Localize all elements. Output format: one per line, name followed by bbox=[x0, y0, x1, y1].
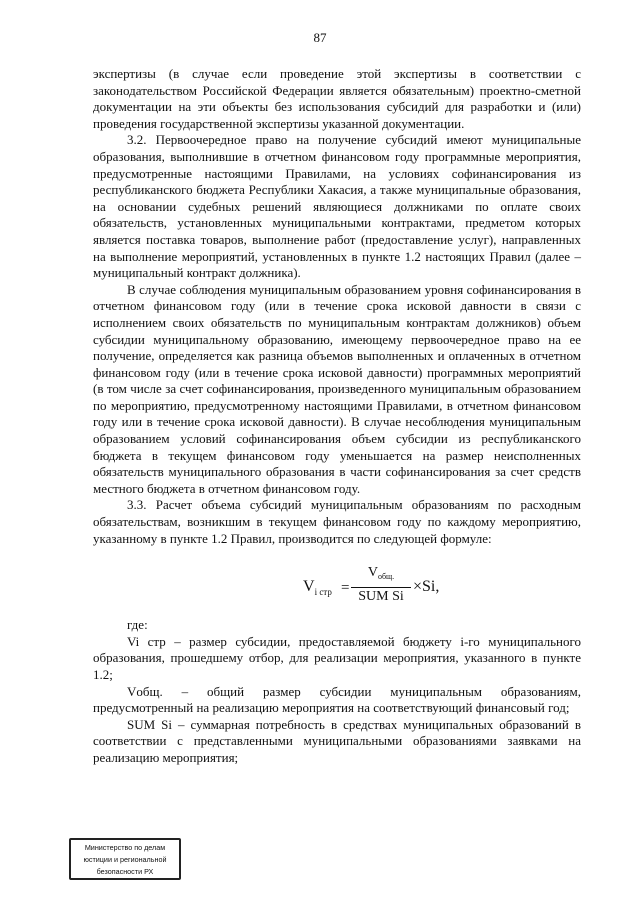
paragraph-3-3: 3.3. Расчет объема субсидий муниципальным образованиям по расходным обязательствам, возникшим в текущем финансовом году по каждому мероприятию, указанному в пункте 1.2 Правил, производится по следующей формуле: bbox=[93, 497, 581, 546]
paragraph-cofinancing: В случае соблюдения муниципальным образованием уровня софинансирования в отчетном финансовом году (или в течение срока исковой давности в связи с исполнением своих обязательств по муниципальным контрактам должников) объем субсидии муниципальному образованию, имеющему первоочередное право на ее получение, определяется как разница объемов выполненных и оплаченных в отчетном финансовом году (или в течение срока исковой давности) программных мероприятий (в том числе за счет софинансирования, произведенного муниципальным образованием по мероприятию, предусмотренному настоящими Правилами, в отчетном финансовом году или в течение срока исковой давности). В случае несоблюдения муниципальным образованием условий софинансирования объем субсидии из республиканского бюджета в текущем финансовом году уменьшается на размер неисполненных обязательств муниципального образования в части софинансирования за счет средств местного бюджета в отчетном финансовом году. bbox=[93, 281, 581, 496]
formula-lhs-subscript: i стр bbox=[314, 587, 332, 598]
fraction-bar bbox=[351, 587, 411, 588]
definition-vi: Vi стр – размер субсидии, предоставляемой бюджету i-го муниципального образования, прошедшему отбор, для реализации мероприятия, указанного в пункте 1.2; bbox=[93, 633, 581, 682]
page-number: 87 bbox=[313, 30, 327, 45]
where-label: где: bbox=[127, 617, 148, 633]
stamp-line: безопасности РХ bbox=[96, 867, 154, 876]
paragraph-continuation: экспертизы (в случае если проведение этой экспертизы в соответствии с законодательством Российской Федерации является обязательным) проектно-сметной документации на эти объекты без использования субсидий для разработки и (или) проведения государственной экспертизы указанной документации. bbox=[93, 66, 581, 131]
formula-denominator: SUM Si bbox=[358, 588, 404, 604]
stamp-line: Министерство по делам bbox=[84, 843, 166, 852]
subsidy-formula bbox=[93, 559, 581, 617]
formula-fraction bbox=[351, 565, 411, 605]
definition-sum-si: SUM Si – суммарная потребность в средствах муниципальных образований в соответствии с представленными муниципальными образованиями заявками на реализацию мероприятия; bbox=[93, 716, 581, 765]
formula-equals: = bbox=[341, 580, 350, 597]
stamp-line: юстиции и региональной bbox=[83, 855, 167, 864]
formula-numerator: $V_{общ.}$ bbox=[367, 565, 395, 582]
ministry-stamp bbox=[69, 838, 181, 880]
formula-lhs: $V_{i стр}$ bbox=[303, 578, 332, 598]
paragraph-3-2: 3.2. Первоочередное право на получение субсидий имеют муниципальные образования, выполнившие в отчетном финансовом году программные мероприятия, предусмотренные настоящими Правилами, на условиях софинансирования из республиканского бюджета Республики Хакасия, а также муниципальные образования, на основании судебных решений являющиеся должниками по оплате своих обязательств, установленных муниципальными контрактами, предметом которых является поставка товаров, выполнение работ (предоставление услуг), направленных на выполнение мероприятий, установленных в пункте 1.2 настоящих Правил (далее – муниципальный контракт должника). bbox=[93, 132, 581, 281]
definition-vtotal: Vобщ. – общий размер субсидии муниципальным образованиям, предусмотренный на реализацию мероприятия на соответствующий финансовый год; bbox=[93, 683, 581, 716]
formula-numerator-subscript: общ. bbox=[377, 572, 395, 582]
formula-multiplier: ×Si, bbox=[413, 578, 440, 596]
document-body bbox=[93, 66, 581, 767]
